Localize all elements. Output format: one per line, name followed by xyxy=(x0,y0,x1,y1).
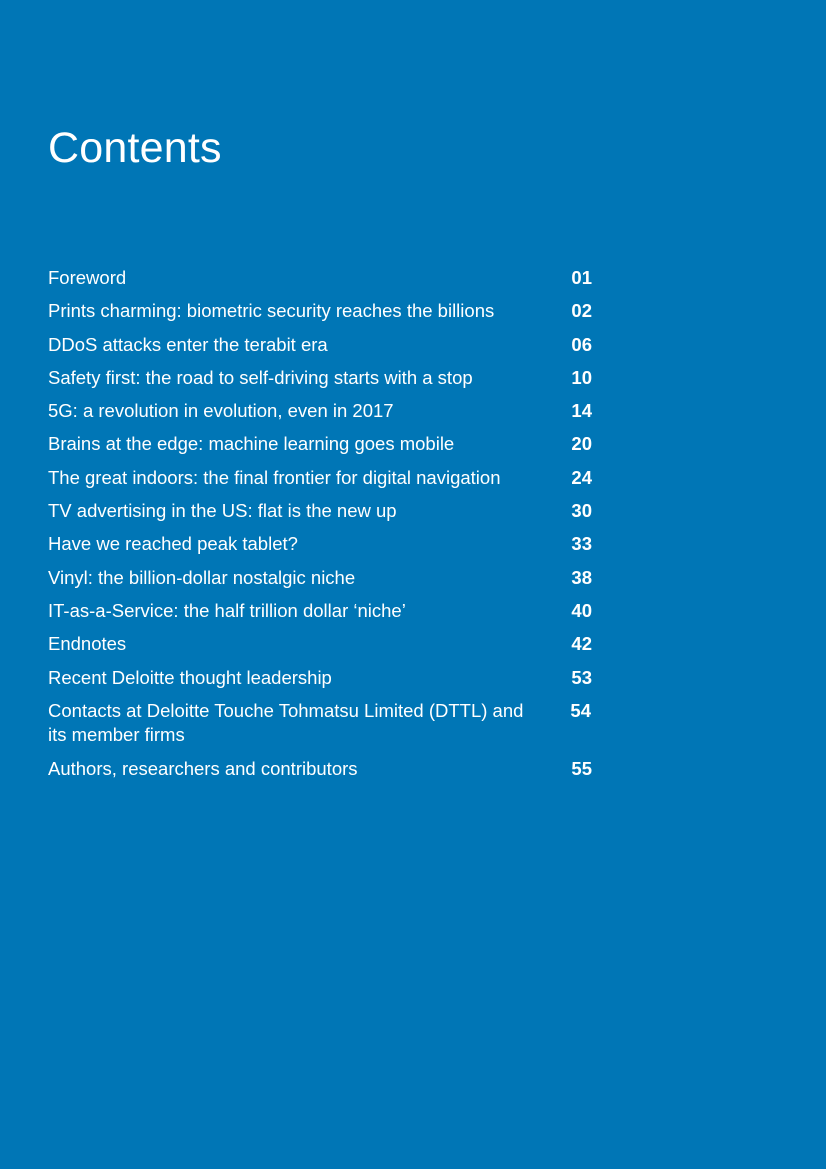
toc-page-number: 10 xyxy=(571,366,592,388)
toc-page-number: 30 xyxy=(571,500,592,522)
toc-entry-title: Contacts at Deloitte Touche Tohmatsu Limited (DTTL) and its member firms xyxy=(48,699,524,746)
toc-item-endnotes[interactable] xyxy=(48,632,608,657)
toc-entry-title: Prints charming: biometric security reaches the billions xyxy=(48,300,495,322)
toc-page-number: 40 xyxy=(571,599,592,621)
toc-page-number: 38 xyxy=(571,566,592,588)
toc-entry-title: 5G: a revolution in evolution, even in 2017 xyxy=(48,400,394,422)
toc-item-self-driving[interactable] xyxy=(48,366,608,391)
toc-entry-title: Recent Deloitte thought leadership xyxy=(48,666,332,688)
toc-entry-title: Authors, researchers and contributors xyxy=(48,757,358,779)
toc-entry-title: Foreword xyxy=(48,267,127,288)
toc-item-5g[interactable] xyxy=(48,399,608,424)
toc-entry-title: Brains at the edge: machine learning goes mobile xyxy=(48,433,455,455)
toc-page-number: 33 xyxy=(571,533,592,555)
toc-page-number: 01 xyxy=(571,267,592,288)
toc-item-vinyl[interactable] xyxy=(48,566,608,591)
toc-page-number: 14 xyxy=(571,400,592,422)
toc-item-biometric-security[interactable] xyxy=(48,299,608,324)
toc-item-ddos-attacks[interactable] xyxy=(48,333,608,358)
toc-page-number: 24 xyxy=(571,466,592,488)
toc-item-peak-tablet[interactable] xyxy=(48,532,608,557)
toc-entry-title: Vinyl: the billion-dollar nostalgic niche xyxy=(48,566,356,588)
toc-item-authors[interactable] xyxy=(48,757,608,782)
toc-page-number: 02 xyxy=(571,300,592,322)
toc-entry-title: DDoS attacks enter the terabit era xyxy=(48,333,328,355)
toc-item-contacts[interactable] xyxy=(48,699,608,748)
toc-item-machine-learning[interactable] xyxy=(48,432,608,457)
toc-entry-title: Safety first: the road to self-driving starts with a stop xyxy=(48,366,473,388)
toc-item-foreword[interactable] xyxy=(48,266,608,291)
table-of-contents xyxy=(48,266,608,790)
toc-entry-title: TV advertising in the US: flat is the new up xyxy=(48,500,397,522)
toc-item-thought-leadership[interactable] xyxy=(48,666,608,691)
toc-entry-title: The great indoors: the final frontier for digital navigation xyxy=(48,466,501,488)
toc-entry-title: Have we reached peak tablet? xyxy=(48,533,298,555)
toc-page-number: 20 xyxy=(571,433,592,455)
toc-entry-title: IT-as-a-Service: the half trillion dollar ‘niche’ xyxy=(48,599,406,621)
toc-page-number: 06 xyxy=(571,333,592,355)
toc-item-tv-advertising[interactable] xyxy=(48,499,608,524)
toc-entry-title: Endnotes xyxy=(48,633,127,655)
toc-page-number: 42 xyxy=(571,633,592,655)
toc-item-indoor-navigation[interactable] xyxy=(48,466,608,491)
page-title: Contents xyxy=(48,124,222,172)
toc-page-number: 55 xyxy=(571,757,592,779)
toc-item-it-as-a-service[interactable] xyxy=(48,599,608,624)
toc-page-number: 53 xyxy=(571,666,592,688)
toc-page-number: 54 xyxy=(570,699,591,721)
